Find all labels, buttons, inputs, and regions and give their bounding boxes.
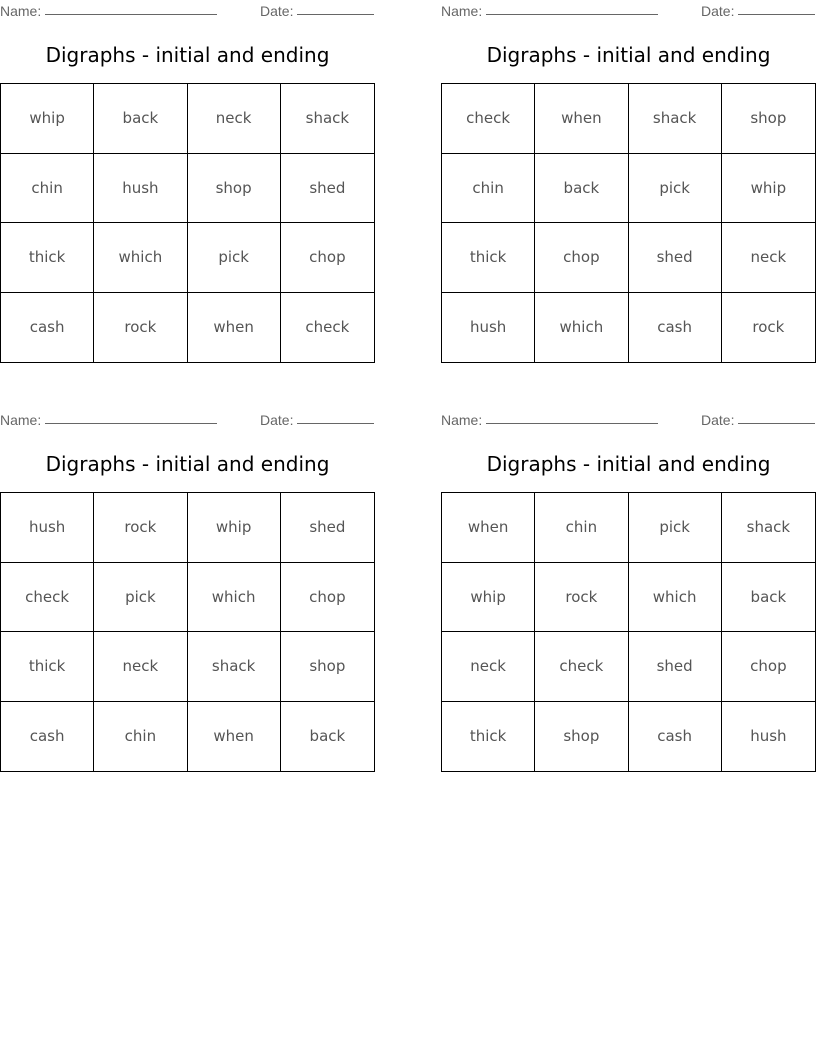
grid-cell: cash	[1, 293, 94, 363]
grid-cell: shed	[629, 632, 722, 702]
word-grid	[441, 83, 816, 363]
date-line	[297, 422, 374, 424]
grid-cell: shack	[629, 84, 722, 154]
name-line	[486, 13, 658, 15]
name-field	[0, 3, 217, 19]
date-label: Date:	[701, 3, 735, 19]
name-field	[0, 412, 217, 428]
name-label: Name:	[441, 3, 483, 19]
card-title: Digraphs - initial and ending	[486, 43, 771, 67]
date-field	[701, 3, 815, 19]
grid-cell: chin	[1, 154, 94, 224]
date-field	[260, 412, 374, 428]
grid-cell: neck	[442, 632, 535, 702]
grid-cell: when	[188, 702, 281, 772]
bingo-card-4	[441, 409, 816, 781]
grid-cell: shop	[535, 702, 628, 772]
grid-cell: shop	[188, 154, 281, 224]
name-label: Name:	[0, 412, 42, 428]
word-grid	[0, 83, 375, 363]
grid-cell: pick	[629, 493, 722, 563]
grid-cell: cash	[629, 293, 722, 363]
grid-cell: shed	[629, 223, 722, 293]
grid-cell: shed	[281, 154, 374, 224]
grid-cell: which	[188, 563, 281, 633]
date-label: Date:	[260, 3, 294, 19]
name-label: Name:	[441, 412, 483, 428]
name-line	[45, 422, 217, 424]
grid-cell: when	[535, 84, 628, 154]
grid-cell: which	[94, 223, 187, 293]
date-field	[260, 3, 374, 19]
name-line	[486, 422, 658, 424]
grid-cell: pick	[188, 223, 281, 293]
name-field	[441, 412, 658, 428]
grid-cell: cash	[1, 702, 94, 772]
grid-cell: whip	[1, 84, 94, 154]
grid-cell: rock	[94, 293, 187, 363]
grid-cell: chop	[281, 563, 374, 633]
grid-cell: chin	[442, 154, 535, 224]
name-line	[45, 13, 217, 15]
bingo-card-2	[441, 0, 816, 372]
grid-cell: check	[442, 84, 535, 154]
grid-cell: when	[442, 493, 535, 563]
word-grid	[441, 492, 816, 772]
card-title: Digraphs - initial and ending	[45, 43, 330, 67]
grid-cell: thick	[442, 702, 535, 772]
name-field	[441, 3, 658, 19]
grid-cell: which	[629, 563, 722, 633]
grid-cell: shop	[281, 632, 374, 702]
grid-cell: neck	[188, 84, 281, 154]
grid-cell: chin	[535, 493, 628, 563]
date-line	[297, 13, 374, 15]
name-label: Name:	[0, 3, 42, 19]
grid-cell: shack	[722, 493, 815, 563]
grid-cell: shop	[722, 84, 815, 154]
grid-cell: rock	[535, 563, 628, 633]
grid-cell: chop	[535, 223, 628, 293]
bingo-card-3	[0, 409, 375, 781]
grid-cell: chin	[94, 702, 187, 772]
date-label: Date:	[701, 412, 735, 428]
grid-cell: whip	[188, 493, 281, 563]
grid-cell: neck	[722, 223, 815, 293]
grid-cell: rock	[752, 318, 785, 337]
grid-cell: chop	[722, 632, 815, 702]
grid-cell: when	[188, 293, 281, 363]
grid-cell: check	[1, 563, 94, 633]
grid-cell: thick	[1, 223, 94, 293]
grid-cell: hush	[750, 727, 787, 746]
date-line	[738, 13, 815, 15]
grid-cell: pick	[94, 563, 187, 633]
grid-cell: back	[94, 84, 187, 154]
grid-cell: hush	[442, 293, 535, 363]
grid-cell: back	[309, 727, 346, 746]
grid-cell: cash	[629, 702, 722, 772]
grid-cell: shack	[188, 632, 281, 702]
grid-cell: thick	[1, 632, 94, 702]
grid-cell: back	[535, 154, 628, 224]
date-line	[738, 422, 815, 424]
word-grid	[0, 492, 375, 772]
grid-cell: neck	[94, 632, 187, 702]
grid-cell: check	[305, 318, 350, 337]
card-title: Digraphs - initial and ending	[45, 452, 330, 476]
card-title: Digraphs - initial and ending	[486, 452, 771, 476]
grid-cell: which	[535, 293, 628, 363]
grid-cell: whip	[722, 154, 815, 224]
grid-cell: back	[722, 563, 815, 633]
grid-cell: chop	[281, 223, 374, 293]
grid-cell: shed	[281, 493, 374, 563]
grid-cell: thick	[442, 223, 535, 293]
date-label: Date:	[260, 412, 294, 428]
date-field	[701, 412, 815, 428]
grid-cell: hush	[1, 493, 94, 563]
grid-cell: check	[535, 632, 628, 702]
grid-cell: rock	[94, 493, 187, 563]
grid-cell: pick	[629, 154, 722, 224]
grid-cell: whip	[442, 563, 535, 633]
bingo-card-1	[0, 0, 375, 372]
grid-cell: shack	[281, 84, 374, 154]
grid-cell: hush	[94, 154, 187, 224]
